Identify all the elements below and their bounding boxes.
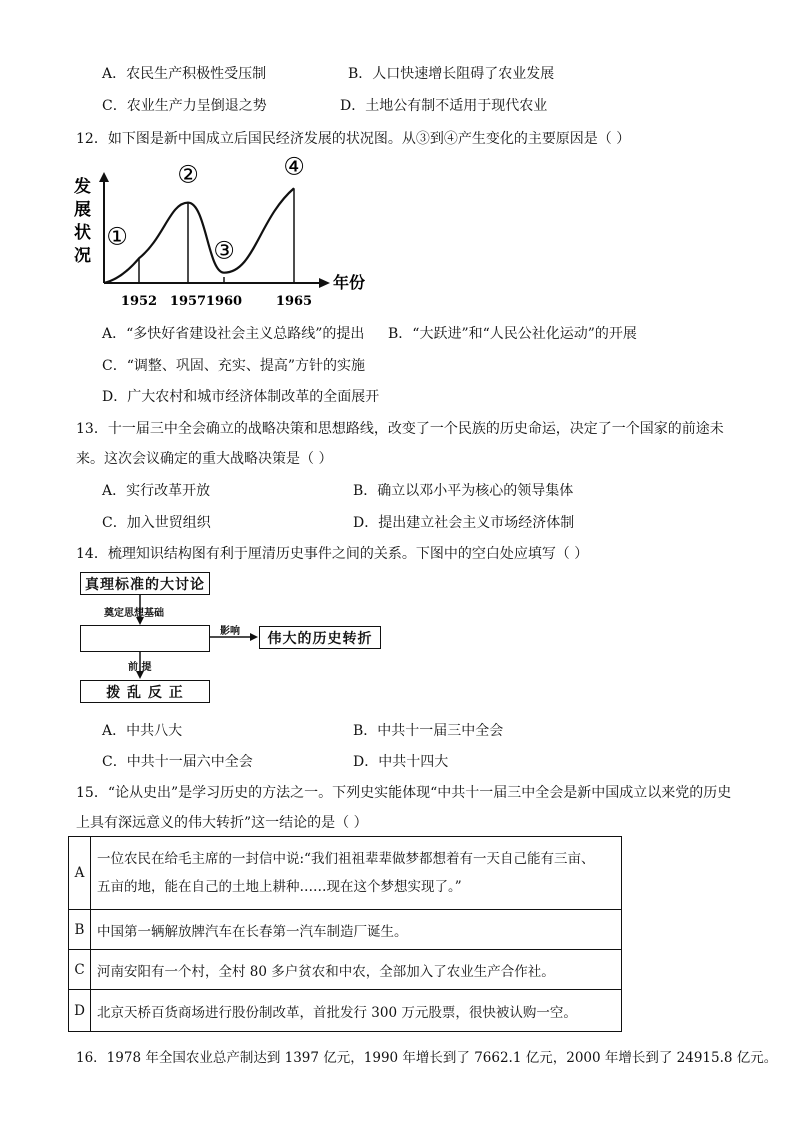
q15-options-table [68, 836, 622, 1032]
chart-x-tick-label: 1957 [169, 294, 207, 309]
q14-option-b: B．中共十一届三中全会 [353, 723, 504, 739]
table-row [69, 837, 622, 910]
q13-option-d: D．提出建立社会主义市场经济体制 [353, 515, 575, 531]
q13-option-c: C．加入世贸组织 [102, 515, 211, 531]
q11-option-d: D．土地公有制不适用于现代农业 [340, 98, 548, 114]
chart-x-tick-label: 1965 [275, 294, 313, 309]
q15-row-key: A [69, 837, 91, 910]
q15-row-key: D [69, 990, 91, 1032]
q15-row-c-text: 河南安阳有一个村，全村 80 多户贫农和中农，全部加入了农业生产合作社。 [91, 950, 622, 990]
chart-y-axis-label-char: 展 [74, 200, 91, 220]
chart-point-label: ④ [283, 152, 305, 181]
diagram-box-historic-turn-label: 伟大的历史转折 [267, 630, 373, 647]
q15-stem-line2: 上具有深远意义的伟大转折”这一结论的是（ ） [76, 815, 368, 831]
chart-y-axis-label [73, 176, 91, 266]
diagram-box-truth-debate [80, 572, 210, 595]
diagram-label-premise: 前 提 [128, 662, 152, 673]
diagram-box-set-right-label: 拨 乱 反 正 [106, 684, 184, 701]
q12-option-d: D．广大农村和城市经济体制改革的全面展开 [102, 389, 380, 405]
q12-option-a: A．“多快好省建设社会主义总路线”的提出 [102, 326, 365, 342]
table-row [69, 990, 622, 1032]
chart-x-axis-label: 年份 [333, 273, 366, 292]
q11-option-a: A．农民生产积极性受压制 [102, 66, 267, 82]
q14-option-d: D．中共十四大 [353, 754, 449, 770]
chart-point-label: ② [177, 160, 199, 189]
chart-point-label: ① [106, 222, 128, 251]
q14-option-a: A．中共八大 [102, 723, 183, 739]
q15-row-text [91, 837, 622, 910]
q16-stem: 16．1978 年全国农业总产制达到 1397 亿元，1990 年增长到了 7662.1 亿元，2000 年增长到了 24915.8 亿元。 [76, 1050, 778, 1066]
chart-point-label: ③ [213, 236, 235, 265]
q15-stem-line1: 15．“论从史出”是学习历史的方法之一。下列史实能体现“中共十一届三中全会是新中国成立以来党的历史 [76, 785, 732, 801]
q11-option-b: B．人口快速增长阻碍了农业发展 [348, 66, 555, 82]
q11-option-c: C．农业生产力呈倒退之势 [102, 98, 267, 114]
diagram-label-foundation: 奠定思想基础 [104, 608, 164, 619]
q13-option-b: B．确立以邓小平为核心的领导集体 [353, 483, 574, 499]
q12-stem: 12．如下图是新中国成立后国民经济发展的状况图。从③到④产生变化的主要原因是（ ） [76, 131, 631, 147]
diagram-box-historic-turn [259, 626, 381, 649]
q15-row-a-line1: 一位农民在给毛主席的一封信中说:“我们祖祖辈辈做梦都想着有一天自己能有三亩、 [97, 851, 595, 867]
q15-row-key: C [69, 950, 91, 990]
economy-development-chart [72, 152, 382, 310]
q14-option-c: C．中共十一届六中全会 [102, 754, 253, 770]
diagram-box-set-right [80, 680, 210, 703]
q13-stem-line1: 13．十一届三中全会确立的战略决策和思想路线，改变了一个民族的历史命运，决定了一个国家的前途未 [76, 421, 724, 437]
chart-y-axis-label-char: 状 [74, 223, 91, 243]
diagram-box-blank [80, 625, 210, 652]
q15-row-d-text: 北京天桥百货商场进行股份制改革，首批发行 300 万元股票，很快被认购一空。 [91, 990, 622, 1032]
chart-x-tick-label: 1960 [205, 294, 243, 309]
diagram-arrow-right-head [250, 633, 258, 641]
chart-x-tick-label: 1952 [120, 294, 158, 309]
q14-stem: 14．梳理知识结构图有利于厘清历史事件之间的关系。下图中的空白处应填写（ ） [76, 546, 589, 562]
diagram-label-influence: 影响 [220, 626, 240, 637]
diagram-box-truth-debate-label: 真理标准的大讨论 [85, 576, 205, 593]
q13-option-a: A．实行改革开放 [102, 483, 211, 499]
chart-y-axis-label-char: 况 [74, 246, 91, 266]
q12-option-b: B．“大跃进”和“人民公社化运动”的开展 [388, 326, 637, 342]
q15-row-a-line2: 五亩的地，能在自己的土地上耕种……现在这个梦想实现了。” [97, 879, 462, 895]
chart-y-axis-arrow [99, 172, 109, 182]
q12-option-c: C．“调整、巩固、充实、提高”方针的实施 [102, 358, 366, 374]
chart-x-axis-arrow [319, 278, 330, 288]
table-row [69, 910, 622, 950]
q15-row-b-text: 中国第一辆解放牌汽车在长春第一汽车制造厂诞生。 [91, 910, 622, 950]
chart-y-axis-label-char: 发 [74, 177, 91, 197]
chart-series-line [104, 188, 294, 283]
q13-stem-line2: 来。这次会议确定的重大战略决策是（ ） [76, 451, 333, 467]
table-row [69, 950, 622, 990]
q15-row-key: B [69, 910, 91, 950]
